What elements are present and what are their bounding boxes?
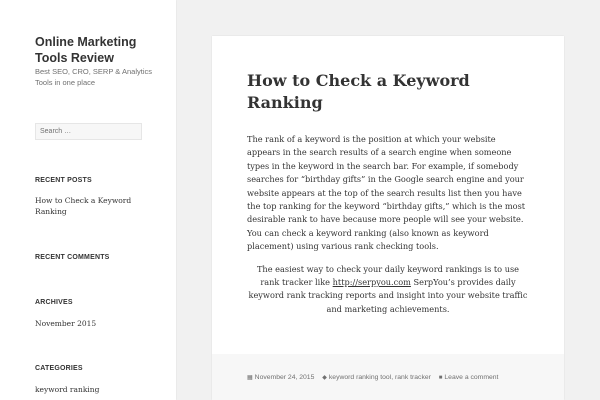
post-date[interactable] [247, 374, 314, 381]
category-link[interactable]: keyword ranking [35, 385, 100, 394]
post-tags[interactable] [322, 374, 431, 381]
post-meta [247, 374, 504, 381]
tag-icon: ◆ [322, 375, 327, 381]
recent-posts-title: RECENT POSTS [35, 177, 92, 184]
recent-post-link[interactable]: How to Check a Keyword Ranking [35, 196, 132, 216]
recent-comments-title: RECENT COMMENTS [35, 254, 110, 261]
post-title[interactable]: How to Check a Keyword Ranking [247, 71, 470, 112]
post-card [212, 36, 564, 400]
comment-icon: ■ [438, 375, 443, 381]
serpyou-link[interactable]: http://serpyou.com [332, 277, 411, 288]
leave-comment-text: Leave a comment [444, 374, 499, 381]
post-paragraph-1: The rank of a keyword is the position at which your website appears in the search results of a search engine when someone types in the keyword in the search bar. For example, if somebody searches for “birthday gifts” in the Google search engine and your website appears at the top of the search results list then you have the top ranking for the keyword “birthday gifts,” which is the most desirable rank to have because more people will see your website. You can check a keyword ranking (also known as keyword placement) using various rank checking tools. [247, 134, 526, 252]
post-paragraph-2 [247, 263, 529, 317]
calendar-icon: ▦ [247, 375, 253, 381]
post-tags-text: keyword ranking tool, rank tracker [328, 374, 431, 381]
post-footer [212, 354, 564, 400]
leave-comment-link[interactable] [439, 374, 499, 381]
archive-link[interactable]: November 2015 [35, 319, 97, 328]
paragraph-2-after: SerpYou’s provides daily keyword rank tracking reports and insight into your website traffic and marketing achievements. [248, 277, 528, 314]
post-date-text: November 24, 2015 [254, 374, 315, 381]
archives-title: ARCHIVES [35, 299, 73, 306]
categories-title: CATEGORIES [35, 365, 83, 372]
search-input[interactable]: Search … [35, 123, 142, 140]
paragraph-2-before: The easiest way to check your daily keyword rankings is to use rank tracker like [256, 263, 520, 288]
post-content [247, 133, 529, 325]
site-title[interactable]: Online Marketing Tools Review [35, 35, 137, 65]
sidebar [0, 0, 176, 400]
site-description: Best SEO, CRO, SERP & Analytics Tools in one place [35, 67, 152, 87]
